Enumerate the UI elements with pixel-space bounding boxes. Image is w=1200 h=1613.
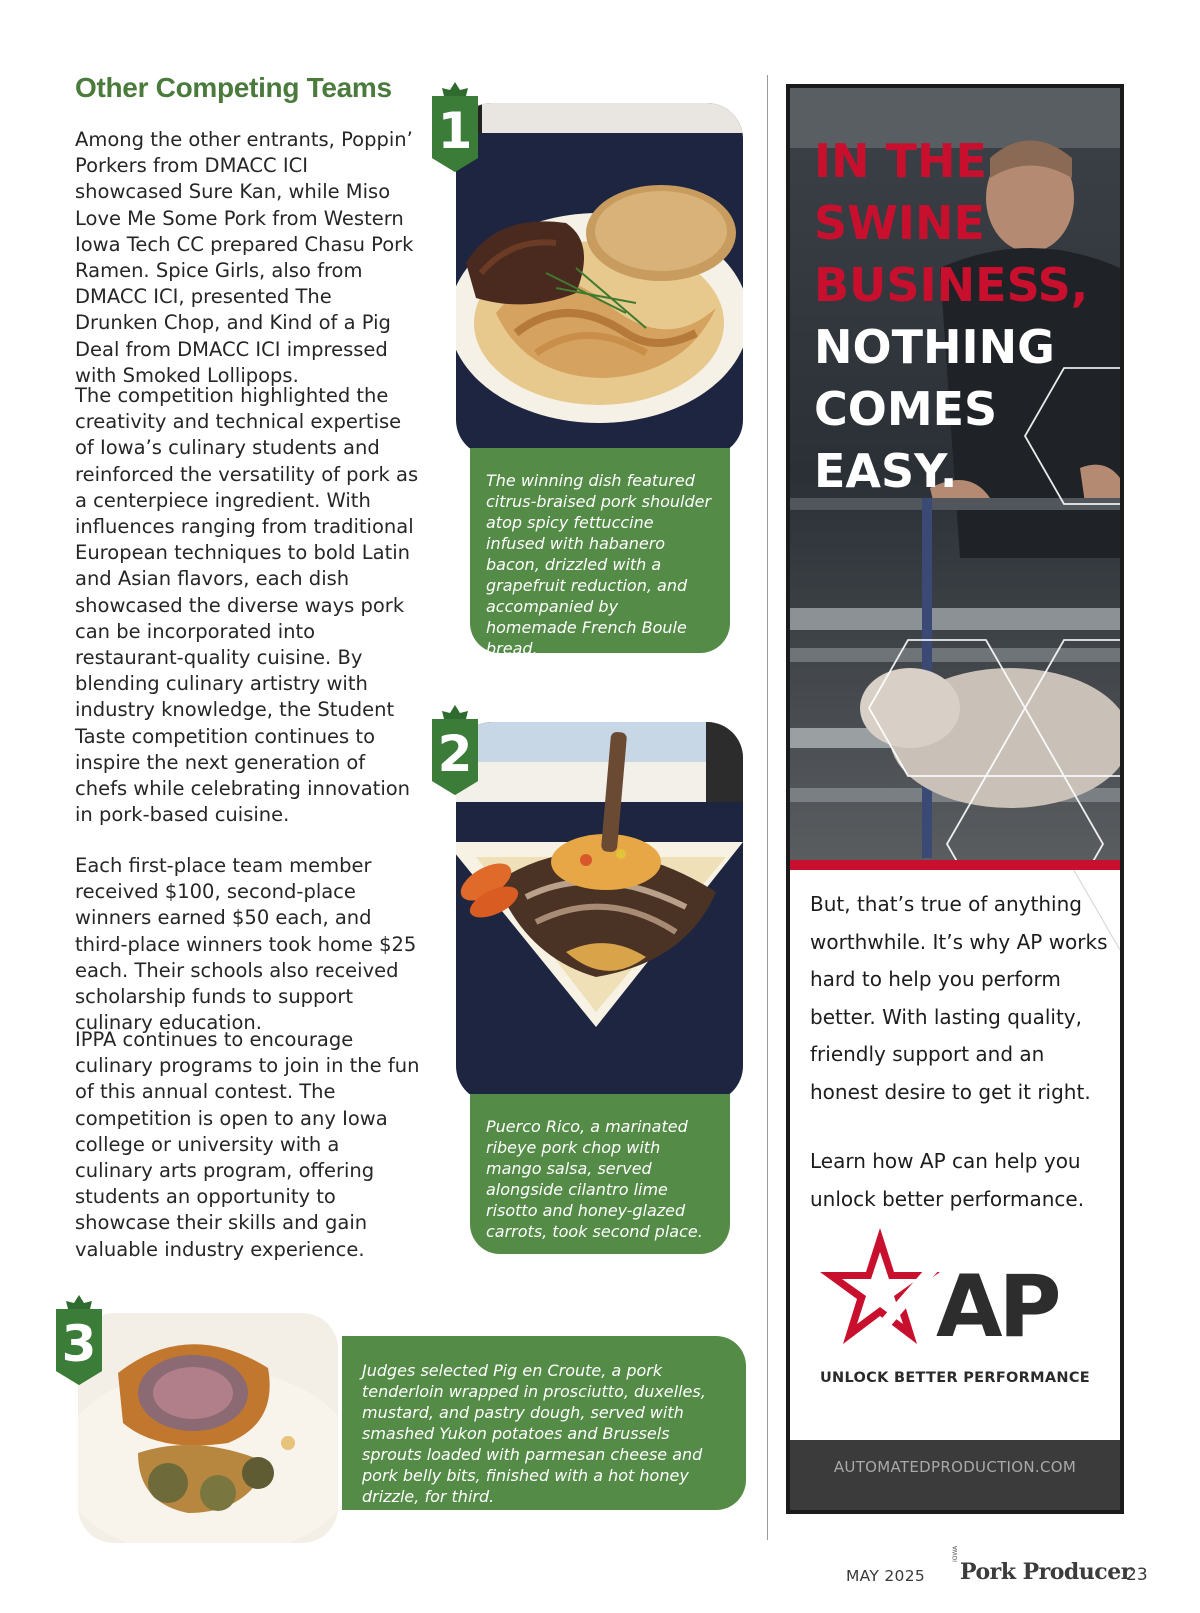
article-paragraph: The competition highlighted the creativity and technical expertise of Iowa’s culinary students and reinforced the versatility of pork as a centerpiece ingredient. With influences ranging from traditional European techniques to bold Latin and Asian flavors, each dish showcased the diverse ways pork can be incorporated into restaurant-quality cuisine. By blending culinary artistry with industry knowledge, the Student Taste competition continues to inspire the next generation of chefs while celebrating innovation in pork-based cuisine. bbox=[75, 384, 419, 827]
ad-tagline: UNLOCK BETTER PERFORMANCE bbox=[819, 1370, 1090, 1386]
place-badge-3 bbox=[56, 1295, 102, 1395]
place-badge-1 bbox=[432, 82, 478, 182]
second-place-caption bbox=[470, 1094, 730, 1254]
ad-red-stripe bbox=[790, 860, 1120, 870]
article-paragraph: Each first-place team member received $100, second-place winners earned $50 each, and third-place winners took home $25 each. Their schools also received scholarship funds to support culinary education. bbox=[75, 854, 417, 1035]
logo-text: AP bbox=[936, 1257, 1058, 1354]
issue-date: MAY 2025 bbox=[846, 1567, 926, 1585]
ad-cta-text: Learn how AP can help you unlock better performance. bbox=[810, 1149, 1085, 1211]
first-place-caption bbox=[470, 448, 730, 658]
magazine-name: Pork Producer bbox=[960, 1559, 1132, 1585]
third-place-caption bbox=[342, 1336, 746, 1510]
ad-headline-red: IN THE SWINE BUSINESS, bbox=[814, 134, 1089, 312]
caption-text: The winning dish featured citrus-braised pork shoulder atop spicy fettuccine infused with habanero bacon, drizzled with a grapefruit reduction, and accompanied by homemade French Boule bread. bbox=[486, 471, 712, 658]
column-divider bbox=[767, 75, 768, 1540]
ad-photo bbox=[790, 88, 1120, 860]
second-place-dish-photo bbox=[456, 722, 743, 1102]
place-number: 3 bbox=[61, 1315, 97, 1373]
article-paragraph: Among the other entrants, Poppin’ Porkers from DMACC ICI showcased Sure Kan, while Miso Love Me Some Pork from Western Iowa Tech CC prepared Chasu Pork Ramen. Spice Girls, also from DMACC ICI, presented The Drunken Chop, and Kind of a Pig Deal from DMACC ICI impressed with Smoked Lollipops. bbox=[75, 128, 414, 387]
first-place-dish-photo bbox=[456, 103, 743, 456]
article-heading: Other Competing Teams bbox=[75, 72, 392, 103]
place-badge-2 bbox=[432, 705, 478, 805]
ap-logo bbox=[818, 1224, 1098, 1358]
caption-text: Judges selected Pig en Croute, a pork tenderloin wrapped in prosciutto, duxelles, mustard, and pastry dough, served with smashed Yukon potatoes and Brussels sprouts loaded with parmesan cheese and pork belly bits, finished with a hot honey drizzle, for third. bbox=[362, 1361, 706, 1506]
ad-body-text: But, that’s true of anything worthwhile. It’s why AP works hard to help you perform better. With lasting quality, friendly support and an honest desire to get it right. bbox=[810, 892, 1108, 1104]
ad-url-link[interactable]: AUTOMATEDPRODUCTION.COM bbox=[833, 1458, 1077, 1476]
masthead-iowa: IOWA bbox=[952, 1545, 959, 1562]
page-number: 23 bbox=[1126, 1565, 1148, 1585]
place-number: 2 bbox=[437, 725, 473, 783]
third-place-dish-photo bbox=[78, 1313, 338, 1543]
ad-headline-white: NOTHING COMES EASY. bbox=[814, 320, 1055, 498]
article-paragraph: IPPA continues to encourage culinary programs to join in the fun of this annual contest. The competition is open to any Iowa college or university with a culinary arts program, offering students an opportunity to showcase their skills and gain valuable industry experience. bbox=[75, 1028, 420, 1261]
advertisement[interactable] bbox=[786, 84, 1124, 1514]
place-number: 1 bbox=[437, 102, 473, 160]
caption-text: Puerco Rico, a marinated ribeye pork chop with mango salsa, served alongside cilantro lime risotto and honey-glazed carrots, took second place. bbox=[486, 1117, 703, 1241]
